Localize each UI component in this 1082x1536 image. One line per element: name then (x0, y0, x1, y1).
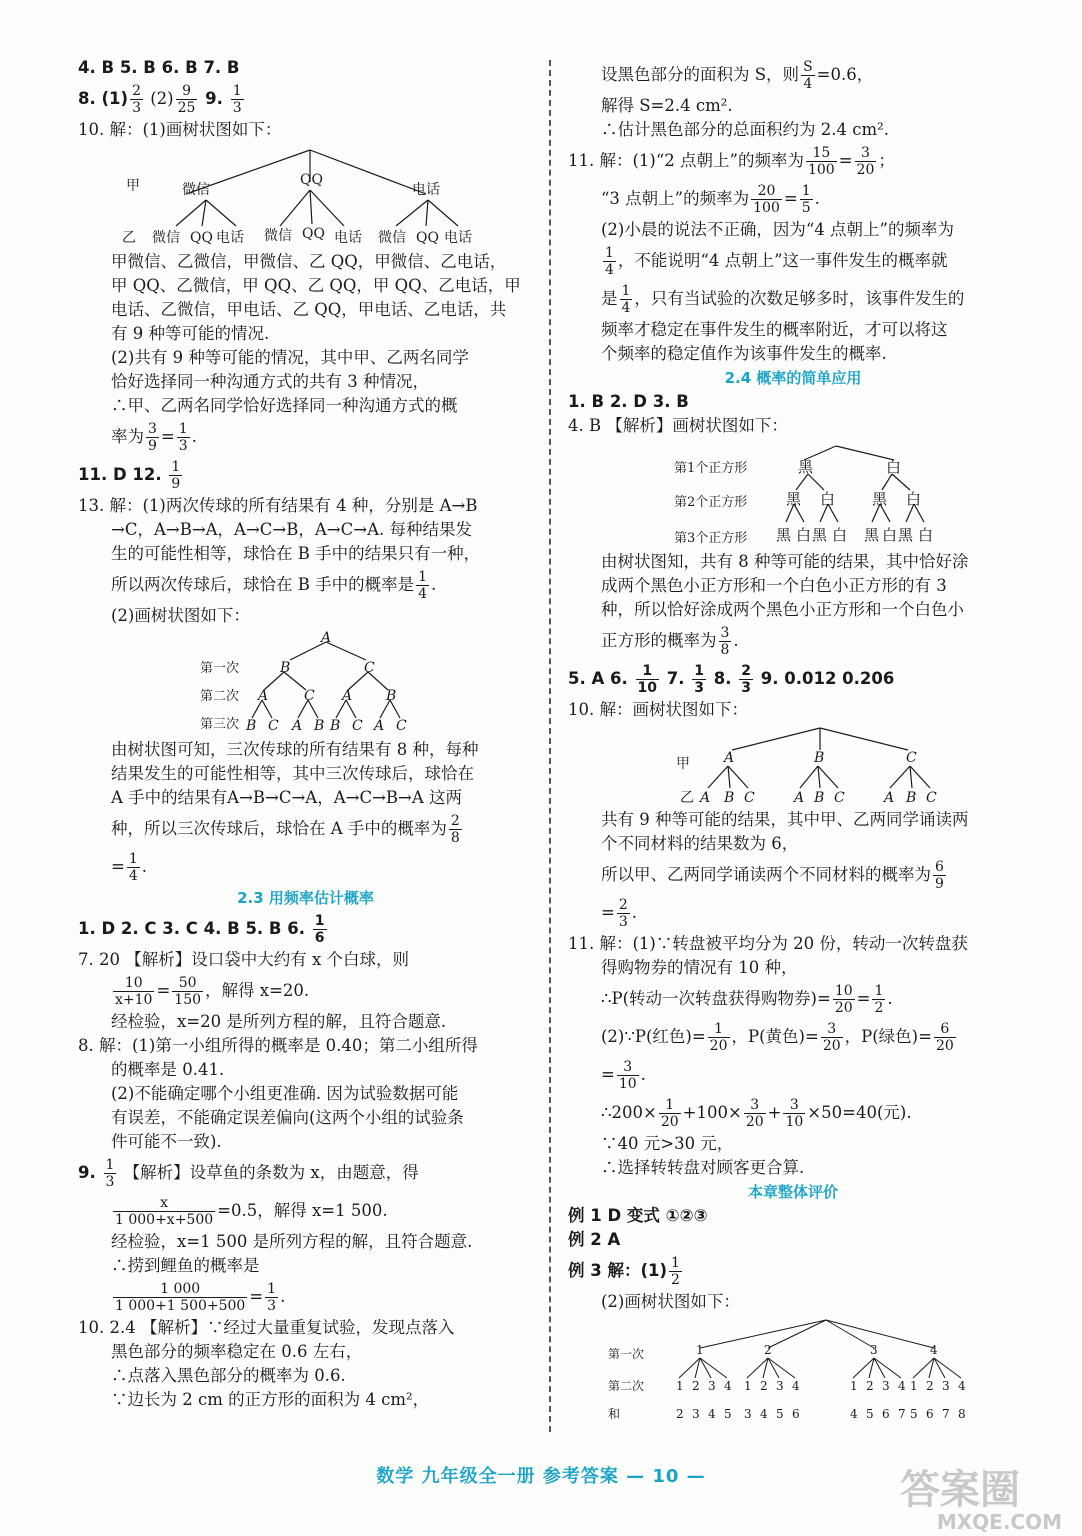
q13-line: 由树状图可知，三次传球的所有结果有 8 种，每种 (111, 740, 479, 759)
fraction: $\frac{2}{3}$ (618, 897, 628, 930)
q13-line: 所以两次传球后，球恰在 B 手中的概率是 $\frac{1}{4}$ . (111, 569, 437, 602)
tree-node: 4 (792, 1379, 800, 1393)
tree-branch (679, 1358, 700, 1378)
fraction: $\frac{15}{100}$ (807, 145, 835, 178)
r-q11-line: “3 点朝上”的频率为 $\frac{20}{100}$ = $\frac{1}{5}$ . (601, 183, 820, 216)
fraction: $\frac{1}{10}$ (637, 663, 657, 696)
svg-text:电话: 电话 (444, 230, 472, 246)
tree-diagram-wechat (78, 142, 533, 250)
svg-text:黑: 黑 (798, 458, 814, 476)
tree-node: 1 (910, 1379, 918, 1393)
tree-branch (747, 1358, 768, 1378)
answer-1-6: 1. D 2. C 3. C 4. B 5. B 6. $\frac{1}{6}$ (78, 913, 325, 946)
q13-line: A 手中的结果有A→B→C→A，A→C→B→A 这两 (111, 788, 463, 807)
tree-node: 4 (724, 1379, 732, 1393)
svg-text:B: B (246, 718, 257, 734)
tree-node: 3 (776, 1379, 784, 1393)
r-q11-line: (2)小晨的说法不正确，因为“4 点朝上”的频率为 (601, 220, 954, 239)
q10b-line: 10. 2.4 【解析】∵经过大量重复试验，发现点落入 (78, 1318, 455, 1337)
svg-text:白: 白 (918, 526, 934, 544)
svg-text:黑: 黑 (898, 526, 914, 544)
svg-text:黑: 黑 (786, 490, 802, 508)
tree-branch (768, 1358, 779, 1378)
svg-text:第一次: 第一次 (200, 661, 240, 676)
tree-node: 2 (866, 1379, 874, 1393)
svg-text:QQ: QQ (300, 172, 323, 188)
r-q11-line: 频率才稳定在事件发生的概率附近，才可以将这 (601, 320, 948, 339)
q10-intro: 10. 解：(1)画树状图如下： (78, 120, 282, 139)
q10-line: 电话、乙微信，甲电话、乙 QQ，甲电话、乙电话，共 (111, 300, 507, 319)
tree-node: 1 (744, 1379, 752, 1393)
q13-line: 结果发生的可能性相等，其中三次传球后，球恰在 (111, 764, 474, 783)
fraction: $\frac{1}{3}$ (694, 663, 704, 696)
q10-line: 恰好选择同一种沟通方式的共有 3 种情况， (111, 372, 429, 391)
tree-branch (768, 1320, 826, 1348)
fraction: $\frac{1}{6}$ (314, 913, 325, 946)
tree-sum: 3 (744, 1407, 752, 1421)
q10c-line: 共有 9 种等可能的结果，其中甲、乙两同学诵读两 (601, 810, 969, 829)
watermark-logo: 答案圈 MXQE.COM (900, 1467, 1062, 1534)
svg-text:A: A (700, 790, 711, 806)
q10b-line: ∴点落入黑色部分的概率为 0.6. (111, 1366, 346, 1385)
svg-text:B: B (814, 750, 825, 766)
q11b-line: 11. 解：(1)∵转盘被平均分为 20 份，转动一次转盘获 (568, 934, 968, 953)
q11b-line: ∴P(转动一次转盘获得购物券)= $\frac{10}{20}$ = $\frac{1}{2}$ . (601, 983, 893, 1016)
tree-branch (700, 1358, 727, 1378)
fraction: $\frac{3}{10}$ (618, 1059, 637, 1092)
svg-text:C: C (744, 790, 755, 806)
tree-node: 2 (764, 1343, 772, 1357)
tree-row-label: 第一次 (608, 1347, 645, 1361)
example-3-line: (2)画树状图如下： (601, 1292, 740, 1311)
tree-sum: 3 (692, 1407, 700, 1421)
q8-line: 8. 解：(1)第一小组所得的概率是 0.40；第二小组所得 (78, 1036, 478, 1055)
r-line: ∴估计黑色部分的总面积约为 2.4 cm². (601, 120, 889, 139)
tree-node: 4 (930, 1343, 938, 1357)
svg-text:白: 白 (882, 526, 898, 544)
svg-text:第三次: 第三次 (200, 717, 240, 732)
q10-line: 甲 QQ、乙微信，甲 QQ、乙 QQ，甲 QQ、乙电话，甲 (111, 276, 521, 295)
svg-text:A: A (292, 718, 303, 734)
tree-sum: 8 (958, 1407, 966, 1421)
q7-line: 经检验，x=20 是所列方程的解，且符合题意. (111, 1012, 447, 1031)
page-footer: 数学 九年级全一册 参考答案 — 10 — (376, 1466, 706, 1487)
q9-line: 9. $\frac{1}{3}$ 【解析】设草鱼的条数为 x，由题意，得 (78, 1157, 419, 1190)
tree-sum: 2 (676, 1407, 684, 1421)
svg-text:A: A (374, 718, 385, 734)
tree-sum: 6 (792, 1407, 800, 1421)
tree-node: 1 (850, 1379, 858, 1393)
svg-text:B: B (814, 790, 825, 806)
column-divider (549, 60, 551, 1432)
q11b-line: ∵40 元>30 元， (601, 1134, 734, 1153)
svg-text:A: A (321, 630, 332, 646)
fraction: $\frac{3}{20}$ (856, 145, 875, 178)
q11b-line: (2)∵P(红色)= $\frac{1}{20}$ ，P(黄色)= $\frac{3}{20}$ ，P(绿色)= $\frac{6}{20}$ (601, 1021, 954, 1054)
fraction: $\frac{6}{20}$ (935, 1021, 954, 1054)
q4-line: 由树状图知，共有 8 种等可能的结果，其中恰好涂 (601, 552, 969, 571)
q13-result: = $\frac{1}{4}$ . (111, 851, 147, 884)
fraction: $\frac{1}{20}$ (709, 1021, 728, 1054)
fraction: $\frac{1}{2}$ (874, 983, 884, 1016)
q7-line: 7. 20 【解析】设口袋中大约有 x 个白球，则 (78, 950, 410, 969)
svg-text:微信: 微信 (264, 228, 292, 244)
q10-line: 甲微信、乙微信，甲微信、乙 QQ，甲微信、乙电话， (111, 252, 507, 271)
fraction: $\frac{3}{8}$ (720, 625, 730, 658)
svg-text:QQ: QQ (190, 230, 213, 246)
svg-text:B: B (280, 660, 291, 676)
section-title-2-4: 2.4 概率的简单应用 (724, 369, 862, 387)
svg-text:乙: 乙 (122, 230, 136, 246)
svg-text:黑: 黑 (864, 526, 880, 544)
fraction: $\frac{3}{20}$ (822, 1021, 841, 1054)
svg-text:QQ: QQ (302, 226, 325, 242)
r-q11-line: 11. 解：(1)“2 点朝上”的频率为 $\frac{15}{100}$ = $\frac{3}{20}$ ； (568, 145, 895, 178)
svg-text:C: C (364, 660, 375, 676)
fraction: $\frac{S}{4}$ (803, 59, 813, 92)
answer-11-12: 11. D 12. $\frac{1}{9}$ (78, 459, 181, 492)
tree-branch (913, 1358, 934, 1378)
svg-text:电话: 电话 (216, 230, 244, 246)
q9-line: 经检验，x=1 500 是所列方程的解，且符合题意. (111, 1232, 473, 1251)
svg-text:A: A (342, 688, 353, 704)
tree-branch (874, 1358, 885, 1378)
r-q11-line: 是 $\frac{1}{4}$ ，只有当试验的次数足够多时，该事件发生的 (601, 283, 965, 316)
q7-line: $\frac{10}{x+10}$ = $\frac{50}{150}$ ，解得 x=20. (115, 975, 310, 1008)
r-line: 解得 S=2.4 cm². (601, 96, 733, 115)
example-3: 例 3 解：(1) $\frac{1}{2}$ (568, 1255, 680, 1288)
svg-text:微信: 微信 (378, 230, 406, 246)
r-line: 设黑色部分的面积为 S，则 $\frac{S}{4}$ =0.6， (601, 59, 874, 92)
svg-text:第1个正方形: 第1个正方形 (674, 461, 748, 476)
fraction: $\frac{1}{3}$ (178, 421, 188, 454)
svg-text:第二次: 第二次 (200, 689, 240, 704)
q10c-line: 个不同材料的结果数为 6， (601, 834, 799, 853)
tree-branch (934, 1358, 961, 1378)
fraction: $\frac{3}{10}$ (785, 1097, 804, 1130)
q9-line: ∴捞到鲤鱼的概率是 (111, 1256, 260, 1275)
tree-sum: 5 (910, 1407, 918, 1421)
q4-line: 正方形的概率为 $\frac{3}{8}$ . (601, 625, 739, 658)
svg-text:QQ: QQ (416, 230, 439, 246)
svg-text:C: C (304, 688, 315, 704)
tree-node: 2 (926, 1379, 934, 1393)
svg-text:白: 白 (820, 490, 836, 508)
answer-5-9: 5. A 6. $\frac{1}{10}$ 7. $\frac{1}{3}$ 8. $\frac{2}{3}$ 9. 0.012 0.206 (568, 663, 895, 696)
fraction: $\frac{10}{20}$ (834, 983, 853, 1016)
q10b-line: ∵边长为 2 cm 的正方形的面积为 4 cm²， (111, 1390, 430, 1409)
r-q11-line: 个频率的稳定值作为该事件发生的概率. (601, 344, 887, 363)
tree-diagram-squares (568, 438, 1018, 550)
tree-node: 3 (942, 1379, 950, 1393)
left-column (78, 56, 533, 1412)
q10-line: ∴甲、乙两名同学恰好选择同一种沟通方式的概 (111, 396, 458, 415)
fraction: $\frac{6}{9}$ (935, 859, 944, 892)
q11b-line: = $\frac{3}{10}$ . (601, 1059, 646, 1092)
fraction: $\frac{2}{8}$ (450, 813, 460, 846)
tree-sum: 6 (926, 1407, 934, 1421)
svg-text:微信: 微信 (152, 230, 180, 246)
svg-text:C: C (268, 718, 279, 734)
q13-line: 种，所以三次传球后，球恰在 A 手中的概率为 $\frac{2}{8}$ (111, 813, 460, 846)
svg-text:白: 白 (886, 458, 902, 476)
fraction: $\frac{50}{150}$ (174, 975, 202, 1008)
svg-text:黑: 黑 (872, 490, 888, 508)
q4-line: 种，所以恰好涂成两个黑色小正方形和一个白色小 (601, 600, 964, 619)
svg-text:B: B (314, 718, 325, 734)
tree-branch (700, 1320, 826, 1348)
fraction: $\frac{1}{4}$ (128, 851, 138, 884)
tree-sum: 4 (708, 1407, 716, 1421)
tree-sum: 7 (898, 1407, 906, 1421)
q13-line: (2)画树状图如下： (111, 606, 250, 625)
svg-text:白: 白 (906, 490, 922, 508)
q13-line: →C，A→B→A，A→C→B，A→C→A. 每种结果发 (111, 520, 472, 539)
q10c-line: 所以甲、乙两同学诵读两个不同材料的概率为 $\frac{6}{9}$ (601, 859, 944, 892)
q8-line: 件可能不一致). (111, 1132, 222, 1151)
tree-diagram-sums (568, 1314, 1018, 1424)
svg-text:B: B (724, 790, 735, 806)
example-2: 例 2 A (568, 1230, 621, 1249)
fraction: $\frac{1}{4}$ (621, 283, 631, 316)
svg-text:微信: 微信 (182, 182, 210, 198)
q10b-line: 黑色部分的频率稳定在 0.6 左右， (111, 1342, 363, 1361)
fraction: $\frac{3}{9}$ (148, 421, 157, 454)
example-1: 例 1 D 变式 ①②③ (568, 1206, 708, 1225)
svg-text:C: C (834, 790, 845, 806)
svg-text:C: C (396, 718, 407, 734)
svg-text:B: B (330, 718, 341, 734)
tree-sum: 5 (866, 1407, 874, 1421)
answer-1-3: 1. B 2. D 3. B (568, 392, 689, 411)
q8-line: 有误差，不能确定误差偏向(这两个小组的试验条 (111, 1108, 464, 1127)
tree-sum: 6 (882, 1407, 890, 1421)
svg-text:B: B (906, 790, 917, 806)
right-column (568, 56, 1018, 1424)
tree-row-label: 第二次 (608, 1379, 645, 1393)
svg-text:C: C (926, 790, 937, 806)
fraction: $\frac{1 000}{1 000+1 500+500}$ (115, 1281, 246, 1314)
tree-node: 4 (958, 1379, 966, 1393)
answer-8-9: 8. (1) $\frac{2}{3}$ (2) $\frac{9}{25}$ 9. $\frac{1}{3}$ (78, 83, 242, 116)
svg-text:A: A (794, 790, 805, 806)
svg-text:A: A (884, 790, 895, 806)
svg-text:第2个正方形: 第2个正方形 (674, 495, 748, 510)
tree-node: 3 (882, 1379, 890, 1393)
tree-sum: 7 (942, 1407, 950, 1421)
fraction: $\frac{x}{1 000+x+500}$ (115, 1195, 214, 1228)
tree-node: 2 (692, 1379, 700, 1393)
tree-diagram-abc (568, 722, 1018, 808)
fraction: $\frac{2}{3}$ (741, 663, 751, 696)
q11b-line: ∴200× $\frac{1}{20}$ +100× $\frac{3}{20}$ + $\frac{3}{10}$ ×50=40(元). (601, 1097, 912, 1130)
q10-line: 有 9 种等可能的情况. (111, 324, 270, 343)
svg-text:C: C (906, 750, 917, 766)
q4-line: 成两个黑色小正方形和一个白色小正方形的有 3 (601, 576, 947, 595)
tree-branch (874, 1358, 901, 1378)
fraction: $\frac{20}{100}$ (753, 183, 780, 216)
q11b-line: 得购物券的情况有 10 种， (601, 958, 798, 977)
tree-node: 1 (676, 1379, 684, 1393)
tree-branch (826, 1320, 874, 1348)
q10c-result: = $\frac{2}{3}$ . (601, 897, 637, 930)
svg-text:甲: 甲 (676, 756, 690, 772)
svg-text:白: 白 (796, 526, 812, 544)
svg-text:电话: 电话 (334, 230, 362, 246)
tree-node: 2 (760, 1379, 768, 1393)
answer-4-7: 4. B 5. B 6. B 7. B (78, 58, 240, 77)
tree-branch (768, 1358, 795, 1378)
q9-line: $\frac{x}{1 000+x+500}$ =0.5，解得 x=1 500. (115, 1195, 388, 1228)
q13-line: 生的可能性相等，球恰在 B 手中的结果只有一种， (111, 544, 481, 563)
q10-result: 率为 $\frac{3}{9}$ = $\frac{1}{3}$ . (111, 421, 197, 454)
q10-line: (2)共有 9 种等可能的情况，其中甲、乙两名同学 (111, 348, 469, 367)
tree-node: 1 (696, 1343, 704, 1357)
fraction: $\frac{1}{3}$ (267, 1281, 277, 1314)
tree-branch (853, 1358, 874, 1378)
q8-line: (2)不能确定哪个小组更准确. 因为试验数据可能 (111, 1084, 459, 1103)
fraction: $\frac{2}{3}$ (132, 83, 141, 116)
fraction: $\frac{3}{20}$ (745, 1097, 764, 1130)
q11b-line: ∴选择转转盘对顾客更合算. (601, 1158, 805, 1177)
section-title-evaluation: 本章整体评价 (747, 1183, 838, 1201)
tree-diagram-passing (78, 628, 533, 738)
q13-line: 13. 解：(1)两次传球的所有结果有 4 种，分别是 A→B (78, 496, 478, 515)
tree-node: 3 (870, 1343, 878, 1357)
section-title-2-3: 2.3 用频率估计概率 (237, 889, 374, 907)
svg-text:黑: 黑 (812, 526, 828, 544)
fraction: $\frac{1}{4}$ (605, 245, 614, 278)
fraction: $\frac{1}{9}$ (171, 459, 181, 492)
tree-sum: 4 (850, 1407, 858, 1421)
q10c-line: 10. 解：画树状图如下： (568, 700, 748, 719)
svg-text:白: 白 (832, 526, 848, 544)
tree-sum: 4 (760, 1407, 768, 1421)
svg-text:电话: 电话 (412, 182, 440, 198)
fraction: $\frac{1}{3}$ (232, 83, 242, 116)
svg-text:第3个正方形: 第3个正方形 (674, 531, 748, 546)
svg-text:B: B (386, 688, 397, 704)
q9-line: $\frac{1 000}{1 000+1 500+500}$ = $\frac{1}{3}$ . (115, 1281, 286, 1314)
fraction: $\frac{1}{3}$ (105, 1157, 115, 1190)
tree-branch (700, 1358, 711, 1378)
q4-line: 4. B 【解析】画树状图如下： (568, 416, 788, 435)
fraction: $\frac{1}{5}$ (801, 183, 811, 216)
svg-text:A: A (724, 750, 735, 766)
fraction: $\frac{1}{2}$ (671, 1255, 680, 1288)
fraction: $\frac{1}{20}$ (660, 1097, 679, 1130)
tree-sum: 5 (776, 1407, 784, 1421)
svg-text:黑: 黑 (776, 526, 792, 544)
tree-sum: 5 (724, 1407, 732, 1421)
q8-line: 的概率是 0.41. (111, 1060, 225, 1079)
fraction: $\frac{1}{4}$ (418, 569, 428, 602)
svg-text:C: C (352, 718, 363, 734)
svg-text:乙: 乙 (680, 790, 694, 806)
r-q11-line: $\frac{1}{4}$ ，不能说明“4 点朝上”这一事件发生的概率就 (605, 245, 948, 278)
fraction: $\frac{9}{25}$ (177, 83, 196, 116)
tree-node: 3 (708, 1379, 716, 1393)
tree-branch (826, 1320, 934, 1348)
tree-branch (934, 1358, 945, 1378)
tree-row-label: 和 (608, 1407, 621, 1421)
tree-node: 4 (898, 1379, 906, 1393)
svg-text:A: A (258, 688, 269, 704)
fraction: $\frac{10}{x+10}$ (115, 975, 153, 1008)
svg-text:甲: 甲 (126, 178, 140, 194)
